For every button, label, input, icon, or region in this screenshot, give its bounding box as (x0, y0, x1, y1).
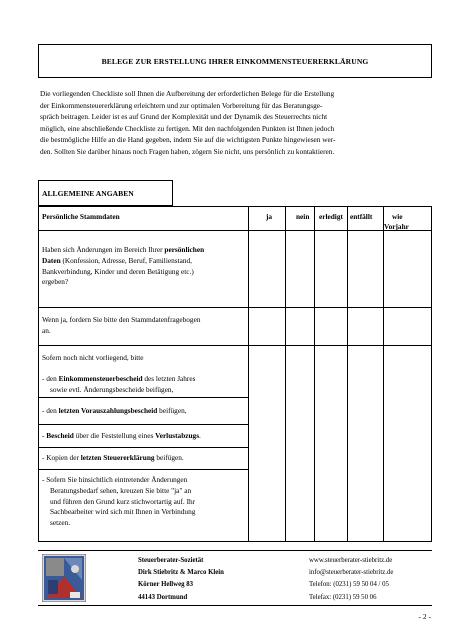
page-number: - 2 - (418, 612, 431, 621)
firm-name: Steuerberater-Sozietät (138, 557, 204, 564)
row-text: sowie evtl. Änderungsbescheide beifügen, (50, 384, 174, 394)
row-text: des letzten Jahres (142, 374, 196, 383)
table-row (42, 315, 247, 337)
email-link[interactable]: info@steuerberater-stiebritz.de (309, 569, 394, 577)
document-title (38, 44, 432, 78)
row-text: - Sofern Sie hinsichtlich eintretender Änderungen (42, 475, 188, 484)
header-vorjahr: Vorjahr (384, 222, 409, 231)
row-text: beifügen. (154, 453, 184, 462)
intro-line: der Einkommensteuererklärung erleichtern und zur optimalen Vorbereitung für das Beratungsge- (40, 100, 323, 110)
table-row (42, 406, 247, 417)
city: 44143 Dortmund (138, 593, 188, 601)
row-text: Sachbearbeiter wird sich mit Ihnen in Verbindung (50, 507, 196, 517)
row-text: über die Feststellung eines (73, 431, 156, 440)
column-divider (347, 207, 348, 541)
row-text: (Konfession, Adresse, Beruf, Familienstand, (60, 255, 192, 265)
intro-line: möglich, eine abschließende Checkliste zu fertigen. Mit den nachfolgenden Punkten ist Ihnen jedoch (40, 123, 335, 133)
section-heading (38, 180, 173, 206)
row-text: beifügen, (157, 406, 187, 415)
section-heading-text: ALLGEMEINE ANGABEN (42, 188, 134, 198)
fax-number: Telefax: (0231) 59 50 06 (309, 593, 377, 601)
row-text-bold: Bescheid (46, 431, 74, 440)
row-text: Sofern noch nicht vorliegend, bitte (42, 353, 144, 362)
row-divider (39, 447, 248, 448)
header-erledigt: erledigt (319, 212, 343, 221)
row-text: - (42, 431, 47, 440)
footer-address (138, 555, 224, 604)
row-divider (39, 397, 248, 398)
row-divider (39, 345, 431, 346)
row-text: - den (42, 406, 59, 415)
row-text-bold: letzten Vorauszahlungsbescheid (58, 406, 158, 415)
row-text: . (199, 431, 201, 440)
header-nein: nein (296, 212, 310, 221)
column-divider (314, 207, 315, 541)
table-row (42, 431, 247, 442)
row-text: - den (42, 374, 59, 383)
row-text-bold: Einkommensteuerbescheid (58, 374, 143, 383)
row-text: Bankverbindung, Kinder und deren Betätigung etc.) (42, 266, 194, 276)
header-stammdaten: Persönliche Stammdaten (42, 212, 120, 221)
row-text: und führen den Grund kurz stichwortartig auf. Ihr (50, 496, 196, 506)
column-divider (285, 207, 286, 541)
row-text: an. (42, 325, 51, 335)
intro-line: Die vorliegenden Checkliste soll Ihnen die Aufbereitung der erforderlichen Belege für die Erstellung (40, 89, 335, 98)
row-text: setzen. (50, 518, 71, 528)
row-text-bold: letzten Steuererklärung (80, 453, 155, 462)
table-row (42, 245, 247, 288)
header-entfaellt: entfällt (350, 212, 373, 221)
firm-logo-graphic (42, 554, 86, 602)
row-divider (39, 469, 248, 470)
column-divider (383, 207, 384, 541)
intro-line: die bestmögliche Hilfe an die Hand gegeben, indem Sie auf die wichtigsten Punkte hingewiesen wer- (40, 135, 336, 145)
page-footer (38, 550, 432, 606)
website-link[interactable]: www.steuerberater-stiebritz.de (309, 557, 393, 564)
table-row (42, 475, 247, 529)
row-text: - Kopien der (42, 453, 81, 462)
row-text-bold: Daten (42, 255, 61, 265)
row-text: Wenn ja, fordern Sie bitte den Stammdatenfragebogen (42, 315, 201, 324)
intro-line: den. Sollten Sie darüber hinaus noch Fragen haben, zögern Sie nicht, uns persönlich zu kontaktieren. (40, 146, 335, 156)
table-row (42, 453, 247, 464)
street: Körner Hellweg 83 (138, 581, 193, 589)
row-text-bold: Verlustabzugs (155, 431, 200, 440)
partner-names: Dirk Stiebritz & Marco Klein (138, 569, 224, 577)
row-divider (39, 424, 248, 425)
table-row (42, 353, 247, 364)
firm-logo (42, 554, 86, 602)
row-text: Haben sich Änderungen im Bereich Ihrer (42, 245, 165, 254)
intro-line: spräch beitragen. Leider ist es auf Grund der Komplexität und der Dynamik des Steuerrechts nicht (40, 112, 328, 122)
intro-paragraph (40, 88, 432, 158)
table-row (42, 374, 247, 396)
checklist-table (38, 206, 432, 542)
table-header-row (39, 207, 431, 231)
header-wie: wie (392, 212, 403, 221)
row-text-bold: persönlichen (164, 245, 205, 254)
footer-contact (309, 555, 393, 604)
phone-number: Telefon: (0231) 59 50 04 / 05 (309, 581, 389, 589)
row-text: ergeben? (42, 277, 69, 287)
column-divider (248, 207, 249, 541)
row-text: Beratungsbedarf sehen, kreuzen Sie bitte "ja" an (50, 485, 192, 495)
header-ja: ja (266, 212, 273, 221)
row-divider (39, 307, 431, 308)
document-title-text: BELEGE ZUR ERSTELLUNG IHRER EINKOMMENSTEUERERKLÄRUNG (101, 56, 369, 66)
